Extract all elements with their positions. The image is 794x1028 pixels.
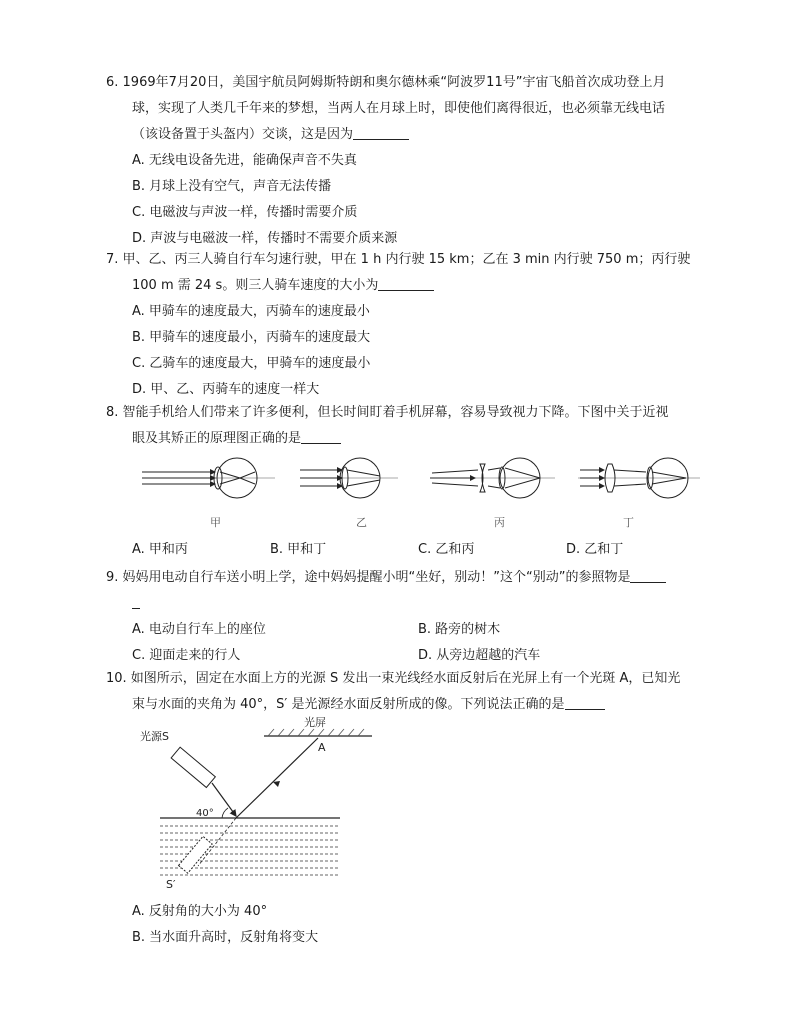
- q6-answer-blank[interactable]: [353, 123, 409, 140]
- q6-option-a[interactable]: A. 无线电设备先进，能确保声音不失真: [132, 153, 357, 168]
- question-6: [106, 70, 752, 252]
- reflection-diagram: [136, 716, 386, 892]
- eye-diagram-ding: [578, 458, 700, 498]
- eye-diagram-jia: [142, 458, 275, 498]
- question-8: [106, 400, 752, 452]
- screen-label: 光屏: [304, 716, 326, 729]
- q9-option-d[interactable]: D. 从旁边超越的汽车: [418, 648, 541, 663]
- fig-label-jia: 甲: [210, 516, 221, 529]
- angle-label: 40°: [196, 808, 214, 819]
- q6-line-2: 球，实现了人类几千年来的梦想，当两人在月球上时，即使他们离得很近，也必须靠无线电话: [132, 101, 666, 116]
- q8-line-1: 8. 智能手机给人们带来了许多便利，但长时间盯着手机屏幕，容易导致视力下降。下图中关于近视: [106, 405, 669, 420]
- eye-diagram-yi: [300, 458, 398, 498]
- question-9: [106, 565, 752, 669]
- q8-option-c[interactable]: C. 乙和丙: [418, 542, 475, 557]
- q7-option-b[interactable]: B. 甲骑车的速度最小，丙骑车的速度最大: [132, 330, 371, 345]
- q6-option-b[interactable]: B. 月球上没有空气，声音无法传播: [132, 179, 332, 194]
- image-label: S′: [166, 878, 176, 891]
- q9-answer-blank[interactable]: [630, 566, 666, 583]
- q7-option-a[interactable]: A. 甲骑车的速度最大，丙骑车的速度最小: [132, 304, 370, 319]
- q10-option-b[interactable]: B. 当水面升高时，反射角将变大: [132, 930, 319, 945]
- q6-option-c[interactable]: C. 电磁波与声波一样，传播时需要介质: [132, 205, 358, 220]
- q7-option-c[interactable]: C. 乙骑车的速度最大，甲骑车的速度最小: [132, 356, 371, 371]
- q9-option-b[interactable]: B. 路旁的树木: [418, 622, 501, 637]
- q8-option-a[interactable]: A. 甲和丙: [132, 542, 188, 557]
- q9-answer-blank-cont[interactable]: [132, 592, 140, 609]
- q10-line-2: 束与水面的夹角为 40°，S′ 是光源经水面反射所成的像。下列说法正确的是: [132, 697, 565, 712]
- q9-option-a[interactable]: A. 电动自行车上的座位: [132, 622, 266, 637]
- fig-label-ding: 丁: [623, 516, 634, 529]
- q8-option-d[interactable]: D. 乙和丁: [566, 542, 624, 557]
- q7-answer-blank[interactable]: [378, 274, 434, 291]
- q10-option-a[interactable]: A. 反射角的大小为 40°: [132, 904, 268, 919]
- q8-option-b[interactable]: B. 甲和丁: [270, 542, 327, 557]
- q9-line-1: 9. 妈妈用电动自行车送小明上学，途中妈妈提醒小明“坐好，别动！”这个“别动”的参照物是: [106, 570, 631, 585]
- question-7: [106, 247, 752, 403]
- eye-diagram-bing: [430, 458, 555, 498]
- question-10: [106, 666, 752, 718]
- eye-diagrams: [130, 454, 720, 536]
- q8-options: [112, 537, 752, 563]
- q8-line-2: 眼及其矫正的原理图正确的是: [132, 431, 302, 446]
- q8-answer-blank[interactable]: [301, 427, 341, 444]
- spot-label: A: [318, 741, 326, 754]
- fig-label-bing: 丙: [494, 516, 505, 529]
- q6-line-1: 6. 1969年7月20日，美国宇航员阿姆斯特朗和奥尔德林乘“阿波罗11号”宇宙飞船首次成功登上月: [106, 75, 666, 90]
- q7-line-2: 100 m 需 24 s。则三人骑车速度的大小为: [132, 278, 379, 293]
- q7-line-1: 7. 甲、乙、丙三人骑自行车匀速行驶，甲在 1 h 内行驶 15 km；乙在 3 min 内行驶 750 m；丙行驶: [106, 252, 691, 267]
- q9-option-c[interactable]: C. 迎面走来的行人: [132, 648, 241, 663]
- q10-line-1: 10. 如图所示，固定在水面上方的光源 S 发出一束光线经水面反射后在光屏上有一个光斑 A，已知光: [106, 671, 681, 686]
- q6-option-d[interactable]: D. 声波与电磁波一样，传播时不需要介质来源: [132, 231, 398, 246]
- q10-answer-blank[interactable]: [565, 693, 605, 710]
- q6-line-3: （该设备置于头盔内）交谈，这是因为: [132, 127, 354, 142]
- q10-options: [112, 899, 752, 951]
- source-label: 光源S: [140, 730, 169, 743]
- fig-label-yi: 乙: [356, 516, 367, 529]
- q7-option-d[interactable]: D. 甲、乙、丙骑车的速度一样大: [132, 382, 320, 397]
